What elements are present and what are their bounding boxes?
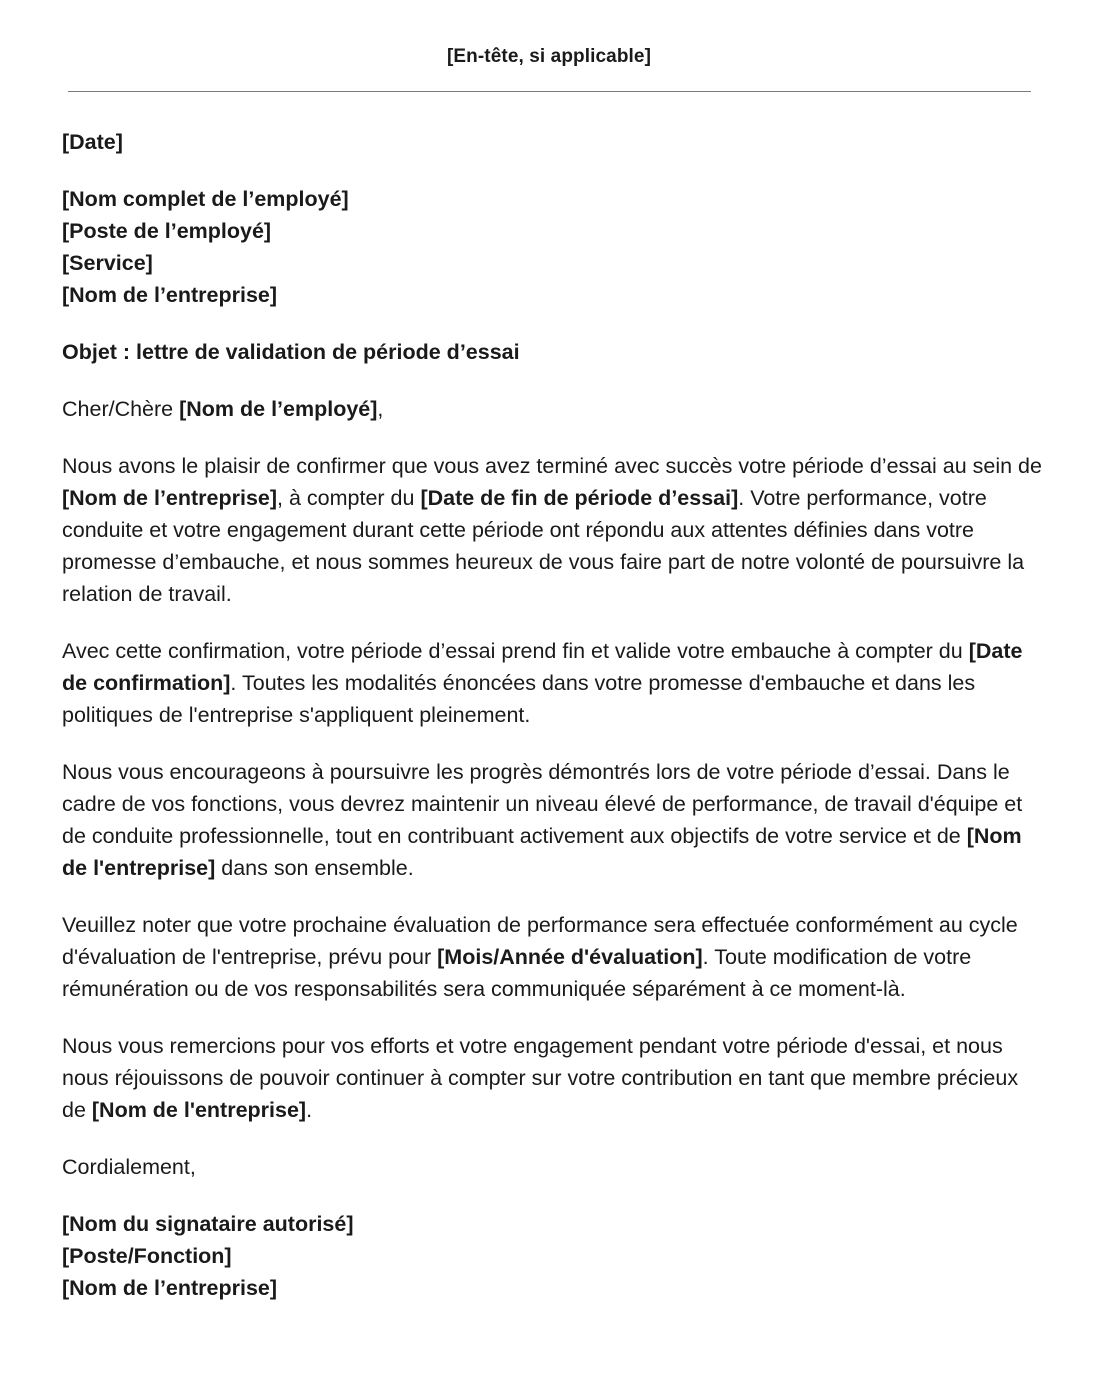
letter-salutation [62,393,1042,425]
paragraph-5 [62,1030,1042,1126]
recipient-block [62,183,1042,311]
paragraph-4 [62,909,1042,1005]
salutation-suffix: , [377,397,384,421]
recipient-company: [Nom de l’entreprise] [62,283,278,307]
paragraph-5-text-1: Nous vous remercions pour vos efforts et votre engagement pendant votre période d'essai, et nous nous réjouissons de pouvoir continuer à compter sur votre contribution en tant que membre précieux de [62,1034,1019,1122]
paragraph-1-placeholder-company: [Nom de l’entreprise] [62,486,278,510]
paragraph-1 [62,450,1042,610]
paragraph-1-text-3: . Votre performance, votre conduite et votre engagement durant cette période ont répondu aux attentes définies dans votre promesse d’embauche, et nous sommes heureux de vous faire part de notre volonté de poursuivre la relation de travail. [62,486,1025,606]
paragraph-2-text-2: . Toutes les modalités énoncées dans votre promesse d'embauche et dans les politiques de l'entreprise s'appliquent pleinement. [62,671,976,727]
header-divider [68,91,1031,92]
letter-closing: Cordialement, [62,1155,196,1179]
paragraph-3-placeholder-company: [Nom de l'entreprise] [62,824,1022,880]
recipient-department: [Service] [62,251,153,275]
signatory-position: [Poste/Fonction] [62,1244,232,1268]
paragraph-1-text-2: , à compter du [277,486,421,510]
paragraph-5-text-2: . [306,1098,313,1122]
paragraph-3-text-1: Nous vous encourageons à poursuivre les progrès démontrés lors de votre période d’essai. Dans le cadre de vos fonctions, vous devrez maintenir un niveau élevé de performance, de travail d'équipe et de conduite professionnelle, tout en contribuant activement aux objectifs de votre service et de [62,760,1023,848]
recipient-position: [Poste de l’employé] [62,219,272,243]
letter-header: [En-tête, si applicable] [446,46,652,67]
signature-block [62,1208,1042,1304]
paragraph-4-text-2: . Toute modification de votre rémunération ou de vos responsabilités sera communiquée séparément à ce moment-là. [62,945,972,1001]
salutation-prefix: Cher/Chère [62,397,180,421]
paragraph-2-text-1: Avec cette confirmation, votre période d’essai prend fin et valide votre embauche à compter du [62,639,969,663]
paragraph-2 [62,635,1042,731]
paragraph-2-placeholder-confirmation-date: [Date de confirmation] [62,639,1023,695]
paragraph-3-text-2: dans son ensemble. [215,856,414,880]
paragraph-4-text-1: Veuillez noter que votre prochaine évaluation de performance sera effectuée conformément au cycle d'évaluation de l'entreprise, prévu pour [62,913,1018,969]
letter-subject: Objet : lettre de validation de période d’essai [62,340,520,364]
paragraph-1-text-1: Nous avons le plaisir de confirmer que vous avez terminé avec succès votre période d’essai au sein de [62,454,1042,478]
paragraph-3 [62,756,1042,884]
paragraph-4-placeholder-evaluation-date: [Mois/Année d'évaluation] [437,945,703,969]
salutation-name: [Nom de l’employé] [179,397,378,421]
recipient-name: [Nom complet de l’employé] [62,187,349,211]
paragraph-5-placeholder-company: [Nom de l'entreprise] [91,1098,307,1122]
signatory-name: [Nom du signataire autorisé] [62,1212,354,1236]
signatory-company: [Nom de l’entreprise] [62,1276,278,1300]
letter-date: [Date] [62,130,123,154]
paragraph-1-placeholder-end-date: [Date de fin de période d’essai] [420,486,739,510]
letter-body [62,126,1042,1329]
